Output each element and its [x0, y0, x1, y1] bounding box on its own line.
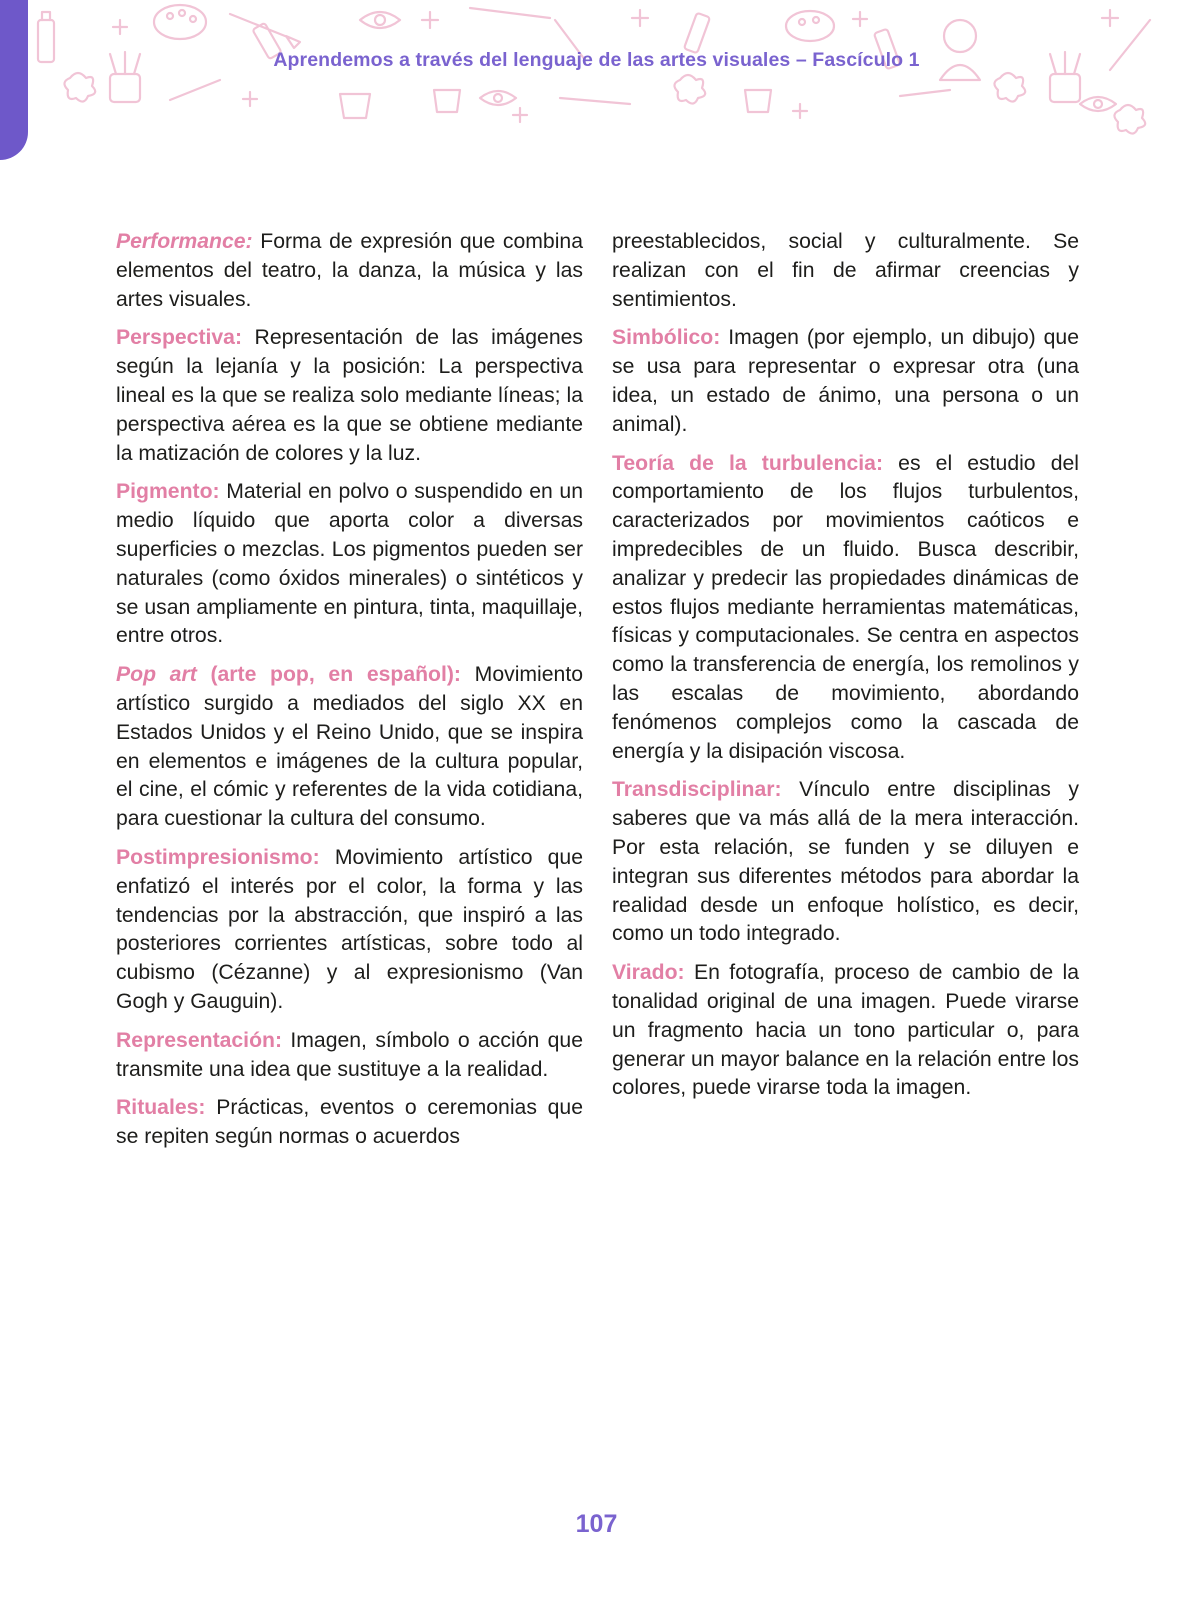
paint-splat-icon [994, 73, 1025, 102]
glossary-definition: preestablecidos, social y culturalmente. Se realizan con el fin de afirmar creencias y sentimientos. [612, 230, 1079, 311]
header-title: Aprendemos a través del lenguaje de las artes visuales – Fascículo 1 [273, 49, 920, 71]
glossary-term: (arte pop, en español): [196, 663, 461, 687]
glossary-entry-transdisciplinar [612, 776, 1079, 949]
art-doodles-decoration [0, 0, 1193, 160]
glossary-definition: Vínculo entre disciplinas y saberes que va más allá de la mera interacción. Por esta relación, se funden y se diluyen e integran sus diferentes métodos para abordar la realidad desde un enfoque holístico, es decir, como un todo integrado. [612, 778, 1079, 946]
paint-tube-icon [684, 13, 710, 53]
glossary-entry-virado [612, 959, 1079, 1103]
glossary-term: Simbólico: [612, 326, 721, 350]
glossary-column-right [612, 228, 1079, 1113]
glossary-definition: Material en polvo o suspendido en un medio líquido que aporta color a diversas superficies o mezclas. Los pigmentos pueden ser naturales (como óxidos minerales) o sintéticos y se usan ampliamente en pintura, tinta, maquillaje, entre otros. [116, 480, 583, 648]
glossary-definition: Prácticas, eventos o ceremonias que se repiten según normas o acuerdos [116, 1096, 583, 1149]
glossary-definition: es el estudio del comportamiento de los flujos turbulentos, caracterizados por movimientos caóticos e impredecibles de un fluido. Busca describir, analizar y predecir las propiedades dinámicas de estos flujos mediante herramientas matemáticas, físicas y computacionales. Se centra en aspectos como la transferencia de energía, los remolinos y las escalas de movimiento, abordando fenómenos complejos como la cascada de energía y la disipación viscosa. [612, 451, 1079, 763]
glossary-entry-pop-art [116, 661, 583, 834]
header-band [0, 0, 1193, 160]
glossary-definition: Imagen (por ejemplo, un dibujo) que se usa para representar o expresar otra (una idea, un estado de ánimo, una persona o un animal). [612, 326, 1079, 436]
glossary-term: Representación: [116, 1028, 283, 1052]
glossary-entry-postimpresionismo [116, 844, 583, 1017]
glossary-term: Rituales: [116, 1096, 206, 1120]
glossary-entry-performance [116, 228, 583, 314]
glossary-column-left [116, 228, 583, 1162]
glossary-entry-representacion [116, 1027, 583, 1085]
glossary-entry-perspectiva [116, 324, 583, 468]
glossary-term: Perspectiva: [116, 326, 243, 350]
paint-splat-icon [1114, 105, 1145, 134]
eye-icon [1080, 97, 1116, 111]
paint-bucket-icon [340, 90, 771, 118]
glossary-definition: En fotografía, proceso de cambio de la tonalidad original de una imagen. Puede virarse un fragmento hacia un tono particular o, para generar un mayor balance en la relación entre los colores, puede virarse toda la imagen. [612, 961, 1079, 1100]
glossary-entry-rituales-continued [612, 228, 1079, 314]
glossary-term: Transdisciplinar: [612, 778, 782, 802]
glossary-entry-pigmento [116, 478, 583, 651]
glossary-term: Virado: [612, 961, 685, 985]
palette-icon [786, 11, 834, 41]
brush-icon [230, 14, 300, 48]
glossary-term: Performance: [116, 230, 253, 253]
glossary-definition: Imagen, símbolo o acción que transmite una idea que sustituye a la realidad. [116, 1028, 583, 1081]
glossary-definition: Representación de las imágenes según la lejanía y la posición: La perspectiva lineal es la que se realiza solo mediante líneas; la perspectiva aérea es la que se obtiene mediante la matización de colores y la luz. [116, 326, 583, 465]
glossary-term: Pigmento: [116, 480, 220, 504]
glossary-entry-rituales [116, 1094, 583, 1152]
glossary-term: Postimpresionismo: [116, 845, 320, 869]
section-tab [0, 0, 28, 160]
glossary-entry-teoria-turbulencia [612, 450, 1079, 767]
palette-icon [154, 5, 206, 39]
eye-icon [480, 91, 516, 105]
paint-splat-icon [674, 75, 705, 104]
glossary-definition: Movimiento artístico surgido a mediados del siglo XX en Estados Unidos y el Reino Unido, que se inspira en elementos e imágenes de la cultura popular, el cine, el cómic y referentes de la vida cotidiana, para cuestionar la cultura del consumo. [116, 663, 583, 831]
glossary-entry-simbolico [612, 324, 1079, 439]
eye-icon [360, 12, 400, 28]
glossary-definition: Forma de expresión que combina elementos del teatro, la danza, la música y las artes visuales. [116, 230, 583, 311]
page-number: 107 [575, 1510, 618, 1538]
glossary-term: Teoría de la turbulencia: [612, 451, 884, 475]
paint-splat-icon [64, 73, 95, 102]
glossary-definition: Movimiento artístico que enfatizó el interés por el color, la forma y las tendencias por la abstracción, que inspiró a las posteriores corrientes artísticas, sobre todo al cubismo (Cézanne) y al expresionismo (Van Gogh y Gauguin). [116, 845, 583, 1013]
glossary-term-italic: Pop art [116, 663, 197, 687]
